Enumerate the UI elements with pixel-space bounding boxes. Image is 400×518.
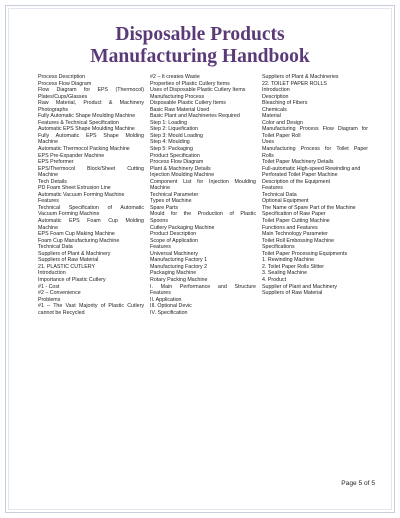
toc-entry: Spare Parts [150,204,178,211]
document-title [0,24,400,68]
toc-entry: Process Description [38,74,86,80]
toc-entry: Packaging Machine [150,270,197,277]
toc-entry: Automatic Vacuum Forming Machine [38,191,125,198]
toc-entry: Basic Plant and Machineries Required [150,113,240,120]
toc-entry: Toilet Paper Processing Equipments [262,250,348,257]
title-line-1: Disposable Products [115,24,285,45]
toc-entry: 4. Product [262,276,287,283]
toc-entry: Flow Diagram for EPS (Thermocol) [38,87,144,94]
toc-entry: EPS Foam Cup Making Machine [38,231,115,238]
toc-entry: 1. Rewinding Machine [262,257,315,264]
toc-entry: Features [150,290,171,297]
toc-entry: Toilet Paper Roll [262,132,301,139]
toc-entry: #1 – The Vast Majority of Plastic Cutlery [38,303,144,310]
toc-entry: Manufacturing Process [150,93,205,100]
toc-entry: Functions and Features [262,224,318,231]
toc-entry: The Name of Spare Part of the Machine [262,204,356,211]
toc-entry: Features [262,185,283,192]
toc-entry: Features [150,244,171,251]
toc-entry: EPS/Thermocol Block/Sheet Cutting [38,165,144,172]
toc-entry: Toilet Paper Machinery Details [262,159,334,166]
toc-entry: Technical Specification of Automatic [38,204,144,211]
toc-entry: Step 3: Mould Loading [150,132,204,139]
toc-entry: Automatic EPS Shape Moulding Machine [38,126,135,133]
toc-entry: Disposable Plastic Cutlery Items [150,100,226,107]
toc-entry: Fully Automatic Shape Moulding Machine [38,113,136,120]
toc-entry: Features & Technical Specification [38,119,119,126]
toc-entry: Raw Material, Product & Machinery [38,100,144,107]
toc-entry: Toilet Paper Cutting Machine [262,218,330,225]
toc-entry: Suppliers of Raw Material [38,257,99,264]
title-line-2: Manufacturing Handbook [90,46,310,67]
toc-entry: Component List for Injection Moulding [150,178,256,185]
toc-entry: Step 4: Moulding [150,139,190,146]
toc-entry: Process Flow Diagram [150,159,204,166]
toc-entry: Machine [38,224,59,231]
toc-entry: Manufacturing Process for Toilet Paper [262,146,368,153]
toc-entry: Specification of Raw Paper [262,211,326,218]
toc-entry: Basic Raw Material Used [150,106,210,113]
toc-entry: Chemicals [262,106,287,113]
toc-entry: Foam Cup Manufacturing Machine [38,237,120,244]
toc-column-2 [150,74,256,316]
toc-entry: EPS Pre-Expander Machine [38,152,105,159]
toc-entry: Rotary Packing Machine [150,276,208,283]
toc-column-3 [262,74,368,316]
toc-entry: Introduction [38,270,66,277]
toc-entry: Product Specification [150,152,200,159]
toc-entry: Manufacturing Factory 1 [150,257,208,264]
toc-entry: Suppliers of Plant & Machinery [38,250,111,257]
toc-entry: Full-automatic High-speed Rewinding and [262,165,361,172]
toc-entry: Step 1: Loading [150,119,188,126]
toc-entry: Vacuum Forming Machine [38,211,100,218]
table-of-contents [38,74,368,316]
toc-entry: Optional Equipment [262,198,309,205]
toc-entry: Universal Machinery [150,250,198,257]
toc-entry: Features [38,198,59,205]
toc-entry: Manufacturing Factory 2 [150,263,208,270]
toc-entry: Types of Machine [150,198,192,205]
toc-entry: Plates/Cups/Glasses [38,93,88,100]
toc-entry: Automatic EPS Foam Cup Molding [38,218,144,225]
toc-entry: Machine [38,139,59,146]
toc-entry: cannot be Recycled [38,309,85,316]
toc-entry: Main Technology Parameter [262,231,328,238]
toc-entry: 2. Toilet Paper Rolls Slitter [262,263,325,270]
toc-entry: 22. TOILET PAPER ROLLS [262,80,327,87]
toc-entry: Color and Design [262,119,303,126]
page-number: Page 5 of 5 [341,480,375,487]
toc-entry: Fully Automatic EPS Shape Molding [38,132,144,139]
toc-entry: Injection Moulding Machine [150,172,215,179]
toc-entry: Spoons [150,218,168,225]
toc-entry: Introduction [262,87,290,94]
toc-column-1 [38,74,144,316]
toc-entry: Problems [38,296,61,303]
toc-entry: Technical Data [38,244,73,251]
toc-entry: Suppliers of Plant & Machineries [262,74,339,80]
toc-entry: Importance of Plastic Cutlery [38,276,106,283]
toc-entry: Properties of Plastic Cutlery Items [150,80,230,87]
toc-entry: II. Application [150,296,182,303]
toc-entry: PD Foam Sheet Extrusion Line [38,185,111,192]
toc-entry: Bleaching of Fibers [262,100,308,107]
toc-entry: 3. Sealing Machine [262,270,308,277]
toc-entry: 21. PLASTIC CUTLERY [38,263,96,270]
toc-entry: Toilet Roll Embossing Machine [262,237,335,244]
toc-entry: EPS Preformer [38,159,74,166]
toc-entry: III. Optional Devic [150,303,192,310]
toc-entry: Uses [262,139,275,146]
toc-entry: Material [262,113,281,120]
toc-entry: #2 – Convenience [38,290,81,297]
toc-entry: Description [262,93,289,100]
toc-entry: #2 – It creates Waste [150,74,200,80]
toc-entry: Machine [38,172,59,179]
toc-entry: Cutlery Packaging Machine [150,224,215,231]
toc-entry: I. Main Performance and Structure [150,283,256,290]
toc-entry: Manufacturing Process Flow Diagram for [262,126,368,133]
toc-entry: Scope of Application [150,237,199,244]
toc-entry: Technical Data [262,191,297,198]
toc-entry: Step 5: Packaging [150,146,193,153]
toc-entry: Supplier of Plant and Machinery [262,283,338,290]
toc-entry: Plant & Machinery Details [150,165,211,172]
toc-entry: #1 - Cost [38,283,60,290]
toc-entry: Machine [150,185,171,192]
toc-entry: Description of the Equipment [262,178,331,185]
toc-entry: Uses of Disposable Plastic Cutlery Items [150,87,246,94]
toc-entry: Photographs [38,106,69,113]
toc-entry: Suppliers of Raw Material [262,290,323,297]
toc-entry: Automatic Thermocol Packing Machine [38,146,130,153]
toc-entry: Process Flow Diagram [38,80,92,87]
toc-entry: Product Description [150,231,197,238]
toc-entry: Rolls [262,152,274,159]
toc-entry: Perforated Toilet Paper Machine [262,172,338,179]
toc-entry: Mould for the Production of Plastic [150,211,256,218]
toc-entry: Technical Parameter [150,191,199,198]
toc-entry: Specifications [262,244,295,251]
toc-entry: IV. Specification [150,309,188,316]
toc-entry: Step 2: Liquefication [150,126,199,133]
toc-entry: Tech Details [38,178,67,185]
